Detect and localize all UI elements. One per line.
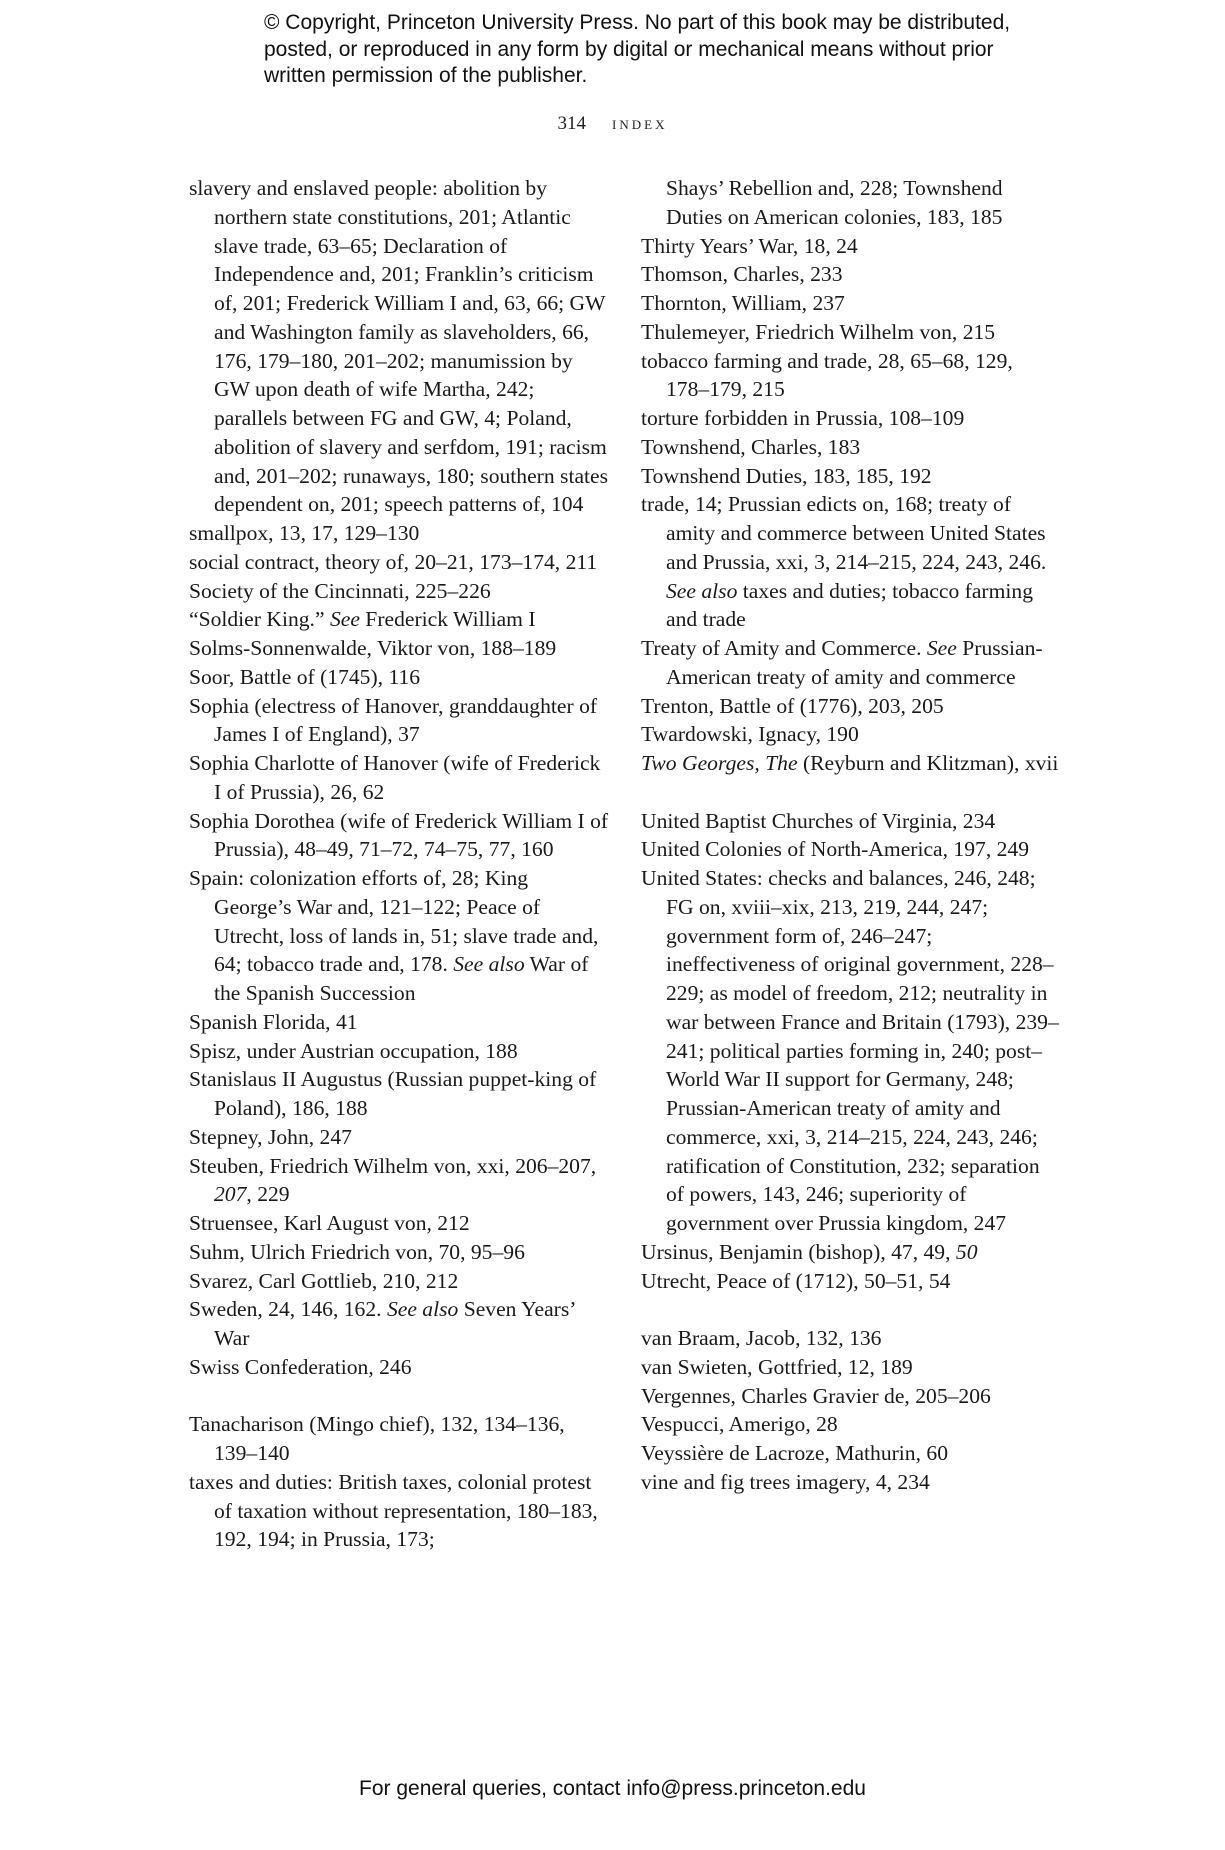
index-entry: torture forbidden in Prussia, 108–109 — [641, 406, 965, 430]
index-entry — [641, 749, 1061, 778]
index-entry: Spanish Florida, 41 — [189, 1009, 358, 1034]
index-entry: Townshend, Charles, 183 — [641, 434, 861, 459]
section-title: index — [612, 113, 668, 134]
entry-text: War of the Spanish Succession — [214, 952, 589, 1005]
index-entry: Thomson, Charles, 233 — [641, 262, 843, 287]
index-entry: taxes and duties: British taxes, colonial protest of taxation without representation, 180–183, 192, 194; in Prussia, 173; — [189, 1469, 598, 1552]
index-entry: Society of the Cincinnati, 225–226 — [189, 578, 491, 603]
copyright-notice: © Copyright, Princeton University Press. No part of this book may be distributed, posted, or reproduced in any form by digital or mechanical means without prior written permission of the publisher. — [264, 11, 1011, 87]
index-entry: United Colonies of North-America, 197, 249 — [641, 837, 1030, 862]
index-entry: vine and fig trees imagery, 4, 234 — [641, 1469, 930, 1494]
entry-text: (Reyburn and Klitzman), xvii — [797, 751, 1059, 775]
index-column-right — [641, 174, 1061, 1497]
index-entry: Trenton, Battle of (1776), 203, 205 — [641, 693, 944, 718]
index-entry: smallpox, 13, 17, 129–130 — [189, 521, 420, 545]
index-entry: Sophia (electress of Hanover, granddaughter of James I of England), 37 — [189, 693, 598, 747]
index-entry — [641, 490, 1061, 634]
entry-italic: See also — [666, 578, 738, 603]
index-entry: van Braam, Jacob, 132, 136 — [641, 1326, 882, 1350]
index-entry: Townshend Duties, 183, 185, 192 — [641, 463, 932, 488]
entry-text: Steuben, Friedrich Wilhelm von, xxi, 206–207, — [189, 1153, 597, 1178]
index-entry: Stanislaus II Augustus (Russian puppet-king of Poland), 186, 188 — [189, 1067, 597, 1120]
index-entry — [189, 864, 609, 1008]
contact-footer: For general queries, contact info@press.princeton.edu — [359, 1777, 866, 1800]
index-entry: Shays’ Rebellion and, 228; Townshend Duties on American colonies, 183, 185 — [666, 176, 1003, 229]
index-entry: van Swieten, Gottfried, 12, 189 — [641, 1354, 913, 1379]
index-entry: Spisz, under Austrian occupation, 188 — [189, 1038, 518, 1063]
index-entry: Stepney, John, 247 — [189, 1124, 352, 1149]
index-entry: United States: checks and balances, 246, 248; FG on, xviii–xix, 213, 219, 244, 247; government form of, 246–247; ineffectiveness of original government, 228–229; as model of freedom, 212; neutrality in war between France and Britain (1793), 239–241; political parties forming in, 240; post–World War II support for Germany, 248; Prussian-American treaty of amity and commerce, xxi, 3, 214–215, 224, 243, 246; ratification of Constitution, 232; separation of powers, 143, 246; superiority of government over Prussia kingdom, 247 — [641, 866, 1059, 1235]
entry-text: trade, 14; Prussian edicts on, 168; treaty of amity and commerce between United States and Prussia, xxi, 3, 214–215, 224, 243, 246. — [641, 492, 1047, 574]
entry-text: Sweden, 24, 146, 162. — [189, 1297, 387, 1322]
index-entry: Thirty Years’ War, 18, 24 — [641, 233, 858, 258]
index-entry: Soor, Battle of (1745), 116 — [189, 664, 421, 689]
entry-text: “Soldier King.” — [189, 607, 330, 632]
entry-text: , 229 — [246, 1182, 290, 1207]
index-entry: Tanacharison (Mingo chief), 132, 134–136, 139–140 — [189, 1412, 565, 1465]
entry-text: taxes and duties; tobacco farming and trade — [666, 578, 1033, 632]
entry-italic: See also — [453, 952, 525, 977]
entry-italic: Two Georges, The — [641, 751, 798, 775]
index-entry: Struensee, Karl August von, 212 — [189, 1211, 470, 1235]
index-entry — [189, 1152, 609, 1210]
entry-text: Treaty of Amity and Commerce. — [641, 636, 927, 660]
entry-italic: 50 — [955, 1239, 978, 1264]
entry-text: Ursinus, Benjamin (bishop), 47, 49, — [641, 1239, 956, 1264]
index-entry: Utrecht, Peace of (1712), 50–51, 54 — [641, 1268, 951, 1293]
index-entry: Thulemeyer, Friedrich Wilhelm von, 215 — [641, 319, 996, 344]
entry-text: Seven Years’ War — [214, 1297, 575, 1350]
running-head — [0, 113, 1225, 135]
index-entry: tobacco farming and trade, 28, 65–68, 129, 178–179, 215 — [641, 348, 1013, 402]
index-entry — [189, 605, 609, 634]
index-column-left — [189, 174, 609, 1554]
entry-text: Frederick William I — [359, 607, 536, 632]
index-entry: Veyssière de Lacroze, Mathurin, 60 — [641, 1441, 948, 1465]
index-entry — [189, 1295, 609, 1353]
index-entry — [641, 1238, 1061, 1267]
index-entry: United Baptist Churches of Virginia, 234 — [641, 808, 996, 833]
index-entry: slavery and enslaved people: abolition by northern state constitutions, 201; Atlantic slave trade, 63–65; Declaration of Independence and, 201; Franklin’s criticism of, 201; Frederick William I and, 63, 66; GW and Washington family as slaveholders, 66, 176, 179–180, 201–202; manumission by GW upon death of wife Martha, 242; parallels between FG and GW, 4; Poland, abolition of slavery and serfdom, 191; racism and, 201–202; runaways, 180; southern states dependent on, 201; speech patterns of, 104 — [189, 176, 609, 517]
index-entry — [641, 634, 1061, 692]
index-entry: Solms-Sonnenwalde, Viktor von, 188–189 — [189, 636, 557, 660]
entry-italic: See also — [386, 1297, 459, 1322]
index-entry: social contract, theory of, 20–21, 173–174, 211 — [189, 549, 598, 574]
index-entry: Svarez, Carl Gottlieb, 210, 212 — [189, 1268, 459, 1293]
index-entry: Suhm, Ulrich Friedrich von, 70, 95–96 — [189, 1239, 525, 1264]
index-entry: Twardowski, Ignacy, 190 — [641, 722, 859, 747]
entry-italic: See — [926, 636, 957, 660]
index-entry: Vergennes, Charles Gravier de, 205–206 — [641, 1383, 991, 1408]
entry-text: Spain: colonization efforts of, 28; King George’s War and, 121–122; Peace of Utrecht, loss of lands in, 51; slave trade and, 64; tobacco trade and, 178. — [189, 866, 599, 977]
page-number: 314 — [557, 113, 587, 134]
entry-italic: See — [329, 607, 360, 632]
index-entry: Swiss Confederation, 246 — [189, 1354, 412, 1379]
entry-text: Prussian-American treaty of amity and commerce — [666, 636, 1043, 689]
index-entry: Sophia Charlotte of Hanover (wife of Frederick I of Prussia), 26, 62 — [189, 751, 601, 804]
index-entry: Vespucci, Amerigo, 28 — [641, 1412, 838, 1437]
index-entry: Thornton, William, 237 — [641, 291, 845, 315]
entry-italic: 207 — [214, 1182, 247, 1207]
index-entry: Sophia Dorothea (wife of Frederick William I of Prussia), 48–49, 71–72, 74–75, 77, 160 — [189, 808, 609, 862]
